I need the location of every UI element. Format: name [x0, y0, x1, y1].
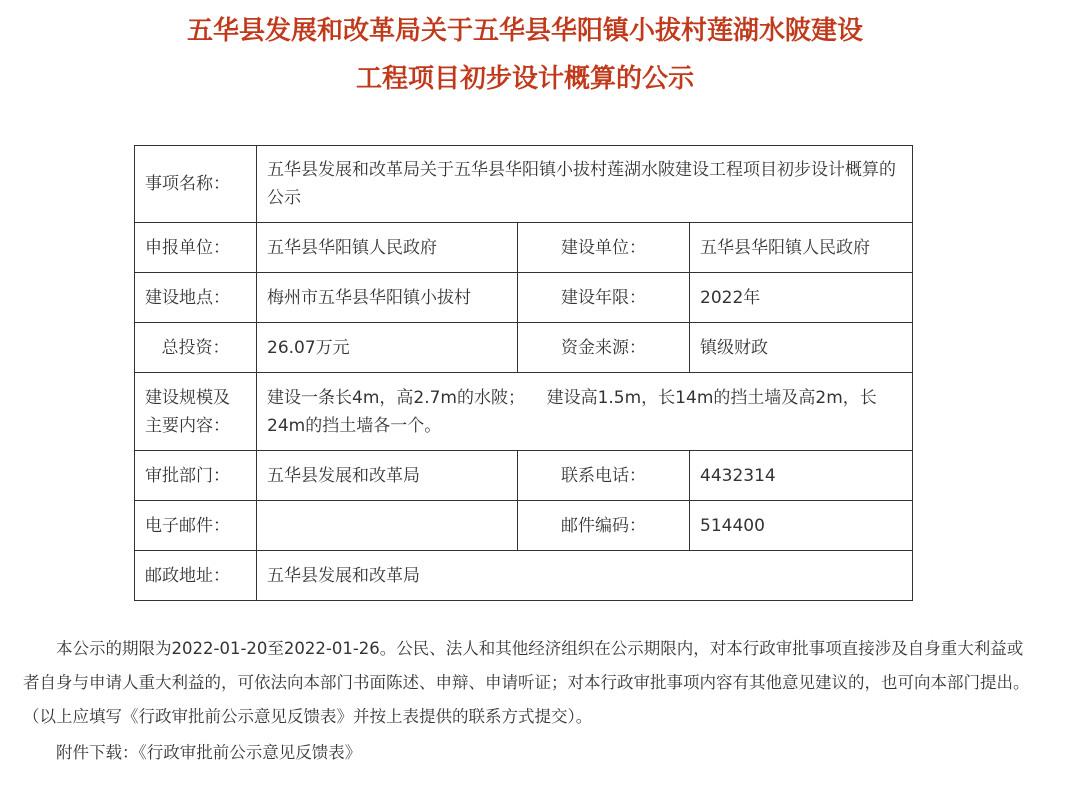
attachment-download-link[interactable]: 《行政审批前公示意见反馈表》 — [138, 743, 362, 762]
table-row — [135, 273, 913, 323]
scope-label: 建设规模及主要内容： — [135, 373, 257, 451]
funding-value: 镇级财政 — [690, 323, 913, 373]
attachment-line — [23, 736, 1033, 770]
item-name-value: 五华县发展和改革局关于五华县华阳镇小拔村莲湖水陂建设工程项目初步设计概算的公示 — [257, 146, 913, 223]
email-value — [257, 501, 518, 551]
item-name-label: 事项名称： — [135, 146, 257, 223]
table-row — [135, 223, 913, 273]
funding-label: 资金来源： — [518, 323, 690, 373]
page-title-line-2: 工程项目初步设计概算的公示 — [355, 64, 694, 94]
applicant-label: 申报单位： — [135, 223, 257, 273]
table-row — [135, 373, 913, 451]
period-label: 建设年限： — [518, 273, 690, 323]
page-title-line-1: 五华县发展和改革局关于五华县华阳镇小拔村莲湖水陂建设 — [186, 16, 863, 46]
email-label: 电子邮件： — [135, 501, 257, 551]
location-value: 梅州市五华县华阳镇小拔村 — [257, 273, 518, 323]
builder-label: 建设单位： — [518, 223, 690, 273]
notice-paragraph: 本公示的期限为2022-01-20至2022-01-26。公民、法人和其他经济组织在公示期限内，对本行政审批事项直接涉及自身重大利益或者自身与申请人重大利益的，可依法向本部门书面陈述、申辩、申请听证；对本行政审批事项内容有其他意见建议的，也可向本部门提出。（以上应填写《行政审批前公示意见反馈表》并按上表提供的联系方式提交）。 — [23, 639, 1030, 726]
builder-value: 五华县华阳镇人民政府 — [690, 223, 913, 273]
address-label: 邮政地址： — [135, 551, 257, 601]
table-row — [135, 551, 913, 601]
info-table — [134, 145, 913, 601]
dept-label: 审批部门： — [135, 451, 257, 501]
table-row — [135, 501, 913, 551]
dept-value: 五华县发展和改革局 — [257, 451, 518, 501]
zip-value: 514400 — [690, 501, 913, 551]
table-row — [135, 451, 913, 501]
applicant-value: 五华县华阳镇人民政府 — [257, 223, 518, 273]
investment-label: 总投资： — [135, 323, 257, 373]
address-value: 五华县发展和改革局 — [257, 551, 913, 601]
investment-value: 26.07万元 — [257, 323, 518, 373]
table-row — [135, 323, 913, 373]
phone-label: 联系电话： — [518, 451, 690, 501]
location-label: 建设地点： — [135, 273, 257, 323]
scope-value: 建设一条长4m，高2.7m的水陂； 建设高1.5m，长14m的挡土墙及高2m，长24m的挡土墙各一个。 — [257, 373, 913, 451]
zip-label: 邮件编码： — [518, 501, 690, 551]
phone-value: 4432314 — [690, 451, 913, 501]
period-value: 2022年 — [690, 273, 913, 323]
table-row — [135, 146, 913, 223]
attachment-label: 附件下载： — [56, 743, 139, 762]
